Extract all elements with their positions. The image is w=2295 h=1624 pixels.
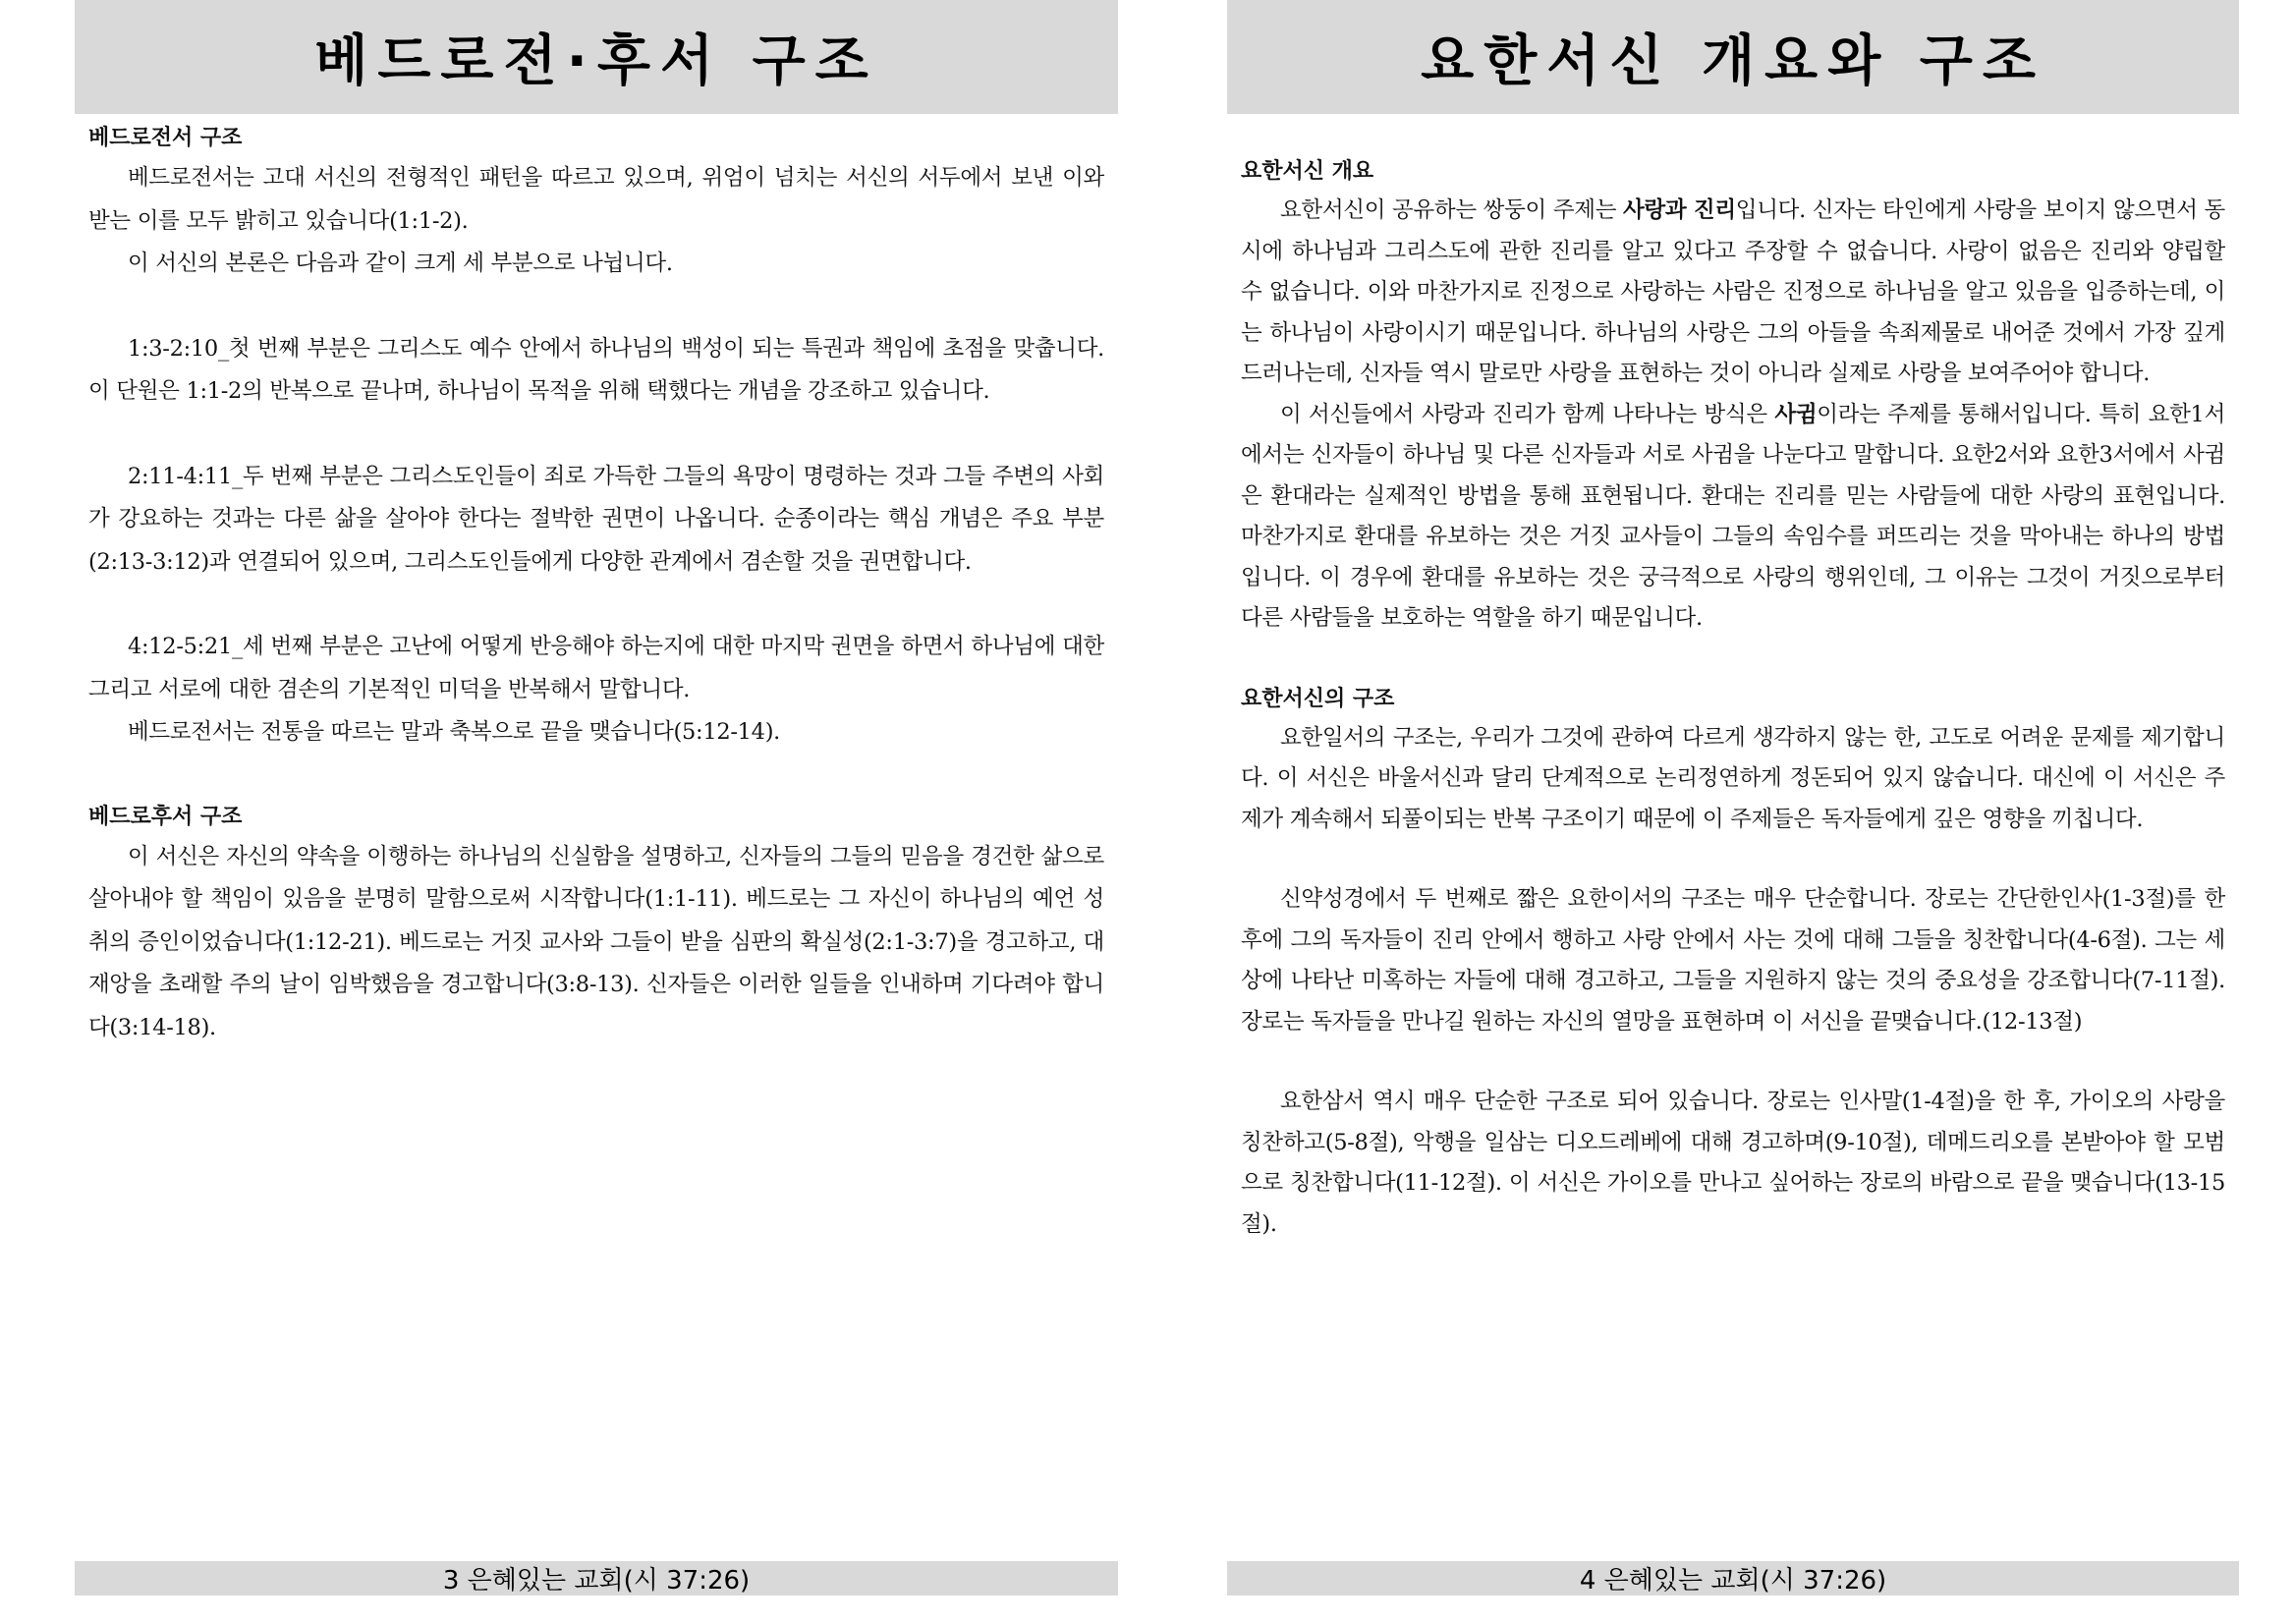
emphasis-text: 사귐 xyxy=(1774,401,1818,427)
spacer xyxy=(1241,1042,2225,1082)
right-page-title: 요한서신 개요와 구조 xyxy=(1421,29,2045,93)
section-heading-1peter: 베드로전서 구조 xyxy=(88,126,243,150)
spacer xyxy=(88,286,1104,328)
paragraph: 요한일서의 구조는, 우리가 그것에 관하여 다르게 생각하지 않는 한, 고도로 어려운 문제를 제기합니다. 이 서신은 바울서신과 달리 단계적으로 논리정연하게 정돈되어 있지 않습니다. 대신에 이 서신은 주제가 계속해서 되풀이되는 반복 구조이기 때문에 이 주제들은 독자들에게 깊은 영향을 끼칩니다. xyxy=(1241,724,2225,832)
text-run: 이 서신들에서 사랑과 진리가 함께 나타나는 방식은 xyxy=(1280,401,1775,427)
text-run: 이라는 주제를 통해서입니다. 특히 요한1서에서는 신자들이 하나님 및 다른 신자들과 서로 사귐을 나눈다고 말합니다. 요한2서와 요한3서에서 사귐은 환대라는 실제적인 방법을 통해 표현됩니다. 환대는 진리를 믿는 사람들에 대한 사랑의 표현입니다. 마찬가지로 환대를 유보하는 것은 거짓 교사들이 그들의 속임수를 퍼뜨리는 것을 막아내는 하나의 방법입니다. 이 경우에 환대를 유보하는 것은 궁극적으로 사랑의 행위인데, 그 이유는 그것이 거짓으로부터 다른 사람들을 보호하는 역할을 하기 때문입니다. xyxy=(1241,401,2226,631)
paragraph xyxy=(1241,395,2225,640)
paragraph: 4:12-5:21_세 번째 부분은 고난에 어떻게 반응해야 하는지에 대한 마지막 권면을 하면서 하나님에 대한 그리고 서로에 대한 겸손의 기본적인 미덕을 반복해서 말합니다. xyxy=(88,634,1104,702)
right-page-footer: 4 은혜있는 교회(시 37:26) xyxy=(1227,1561,2239,1596)
text-run: 입니다. 신자는 타인에게 사랑을 보이지 않으면서 동시에 하나님과 그리스도에 관한 진리를 알고 있다고 주장할 수 없습니다. 사랑이 없음은 진리와 양립할 수 없습니다. 이와 마찬가지로 진정으로 사랑하는 사람은 진정으로 하나님을 알고 있음을 입증하는데, 이는 하나님이 사랑이시기 때문입니다. 하나님의 사랑은 그의 아들을 속죄제물로 내어준 것에서 가장 깊게 드러나는데, 신자들 역시 말로만 사랑을 표현하는 것이 아니라 실제로 사랑을 보여주어야 합니다. xyxy=(1241,197,2225,386)
emphasis-text: 사랑과 진리 xyxy=(1623,197,1736,223)
spacer xyxy=(88,584,1104,626)
left-page-title: 베드로전·후서 구조 xyxy=(314,29,878,93)
right-title-bar xyxy=(1227,0,2239,114)
left-page xyxy=(75,0,1118,1596)
paragraph: 베드로전서는 전통을 따르는 말과 축복으로 끝을 맺습니다(5:12-14). xyxy=(128,719,781,745)
paragraph: 요한삼서 역시 매우 단순한 구조로 되어 있습니다. 장로는 인사말(1-4절)을 한 후, 가이오의 사랑을 칭찬하고(5-8절), 악행을 일삼는 디오드레베에 대해 경고하며(9-10절), 데메드리오를 본받아야 할 모범으로 칭찬합니다(11-12절). 이 서신은 가이오를 만나고 싶어하는 장로의 바람으로 끝을 맺습니다(13-15절). xyxy=(1241,1089,2225,1237)
paragraph: 이 서신의 본론은 다음과 같이 크게 세 부분으로 나뉩니다. xyxy=(128,251,673,276)
paragraph: 베드로전서는 고대 서신의 전형적인 패턴을 따르고 있으며, 위엄이 넘치는 서신의 서두에서 보낸 이와 받는 이를 모두 밝히고 있습니다(1:1-2). xyxy=(88,165,1104,234)
right-page-body xyxy=(1227,114,2239,1245)
spacer xyxy=(88,414,1104,456)
section-heading-overview: 요한서신 개요 xyxy=(1241,159,1374,184)
left-title-bar xyxy=(75,0,1118,114)
paragraph: 2:11-4:11_두 번째 부분은 그리스도인들이 죄로 가득한 그들의 욕망이 명령하는 것과 그들 주변의 사회가 강요하는 것과는 다른 삶을 살아야 한다는 절박한 권면이 나옵니다. 순종이라는 핵심 개념은 주요 부분(2:13-3:12)과 연결되어 있으며, 그리스도인들에게 다양한 관계에서 겸손할 것을 권면합니다. xyxy=(88,463,1104,575)
section-heading-structure: 요한서신의 구조 xyxy=(1241,686,1395,711)
left-page-body xyxy=(75,114,1118,1049)
paragraph: 이 서신은 자신의 약속을 이행하는 하나님의 신실함을 설명하고, 신자들의 그들의 믿음을 경건한 삶으로 살아내야 할 책임이 있음을 분명히 말함으로써 시작합니다(1:1-11). 베드로는 그 자신이 하나님의 예언 성취의 증인이었습니다(1:12-21). 베드로는 거짓 교사와 그들이 받을 심판의 확실성(2:1-3:7)을 경고하고, 대재앙을 초래할 주의 날이 임박했음을 경고합니다(3:8-13). 신자들은 이러한 일들을 인내하며 기다려야 합니다(3:14-18). xyxy=(88,843,1104,1040)
spacer xyxy=(1241,840,2225,879)
spacer xyxy=(88,755,1104,797)
paragraph: 1:3-2:10_첫 번째 부분은 그리스도 예수 안에서 하나님의 백성이 되는 특권과 책임에 초점을 맞춥니다. 이 단원은 1:1-2의 반복으로 끝나며, 하나님이 목적을 위해 택했다는 개념을 강조하고 있습니다. xyxy=(88,335,1104,404)
text-run: 요한서신이 공유하는 쌍둥이 주제는 xyxy=(1280,197,1624,223)
spacer xyxy=(1241,640,2225,679)
right-page xyxy=(1227,0,2239,1596)
paragraph: 신약성경에서 두 번째로 짧은 요한이서의 구조는 매우 단순합니다. 장로는 간단한인사(1-3절)를 한 후에 그의 독자들이 진리 안에서 행하고 사랑 안에서 사는 것에 대해 그들을 칭찬합니다(4-6절). 그는 세상에 나타난 미혹하는 자들에 대해 경고하고, 그들을 지원하지 않는 것의 중요성을 강조합니다(7-11절). 장로는 독자들을 만나길 원하는 자신의 열망을 표현하며 이 서신을 끝맺습니다.(12-13절) xyxy=(1241,886,2225,1035)
section-heading-2peter: 베드로후서 구조 xyxy=(88,804,243,829)
paragraph xyxy=(1241,191,2225,395)
left-page-footer: 3 은혜있는 교회(시 37:26) xyxy=(75,1561,1118,1596)
